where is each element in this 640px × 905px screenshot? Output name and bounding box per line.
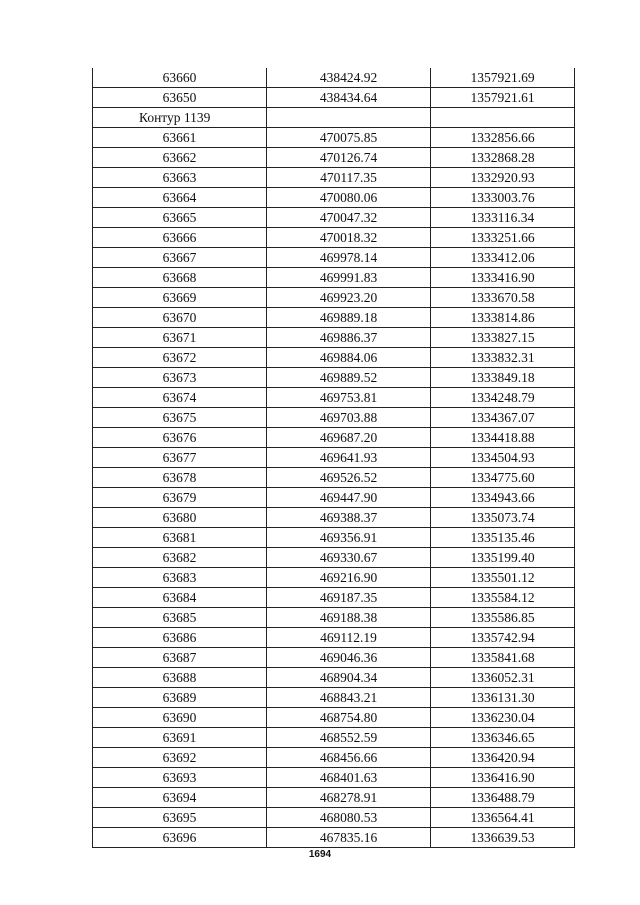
point-number-cell: 63661	[93, 128, 267, 148]
x-coordinate-cell: 469978.14	[267, 248, 431, 268]
y-coordinate-cell: 1333116.34	[431, 208, 575, 228]
x-coordinate-cell: 468456.66	[267, 748, 431, 768]
table-row	[93, 768, 575, 788]
point-number-cell: 63671	[93, 328, 267, 348]
coordinates-table-container	[92, 68, 574, 848]
x-coordinate-cell: 469884.06	[267, 348, 431, 368]
table-row	[93, 308, 575, 328]
y-coordinate-cell: 1334504.93	[431, 448, 575, 468]
point-number-cell: 63673	[93, 368, 267, 388]
table-row	[93, 68, 575, 88]
table-row	[93, 568, 575, 588]
point-number-cell: 63672	[93, 348, 267, 368]
y-coordinate-cell: 1336052.31	[431, 668, 575, 688]
x-coordinate-cell: 468843.21	[267, 688, 431, 708]
x-coordinate-cell: 468401.63	[267, 768, 431, 788]
y-coordinate-cell: 1332920.93	[431, 168, 575, 188]
y-coordinate-cell: 1332868.28	[431, 148, 575, 168]
x-coordinate-cell: 470117.35	[267, 168, 431, 188]
y-coordinate-cell: 1333003.76	[431, 188, 575, 208]
y-coordinate-cell: 1336488.79	[431, 788, 575, 808]
y-coordinate-cell: 1335501.12	[431, 568, 575, 588]
y-coordinate-cell: 1334248.79	[431, 388, 575, 408]
x-coordinate-cell: 470018.32	[267, 228, 431, 248]
table-row	[93, 648, 575, 668]
point-number-cell: 63669	[93, 288, 267, 308]
y-coordinate-cell: 1335584.12	[431, 588, 575, 608]
point-number-cell: 63696	[93, 828, 267, 848]
x-coordinate-cell: 468904.34	[267, 668, 431, 688]
x-coordinate-cell: 469447.90	[267, 488, 431, 508]
table-row	[93, 588, 575, 608]
table-row	[93, 248, 575, 268]
y-coordinate-cell: 1333832.31	[431, 348, 575, 368]
x-coordinate-cell: 469388.37	[267, 508, 431, 528]
table-row	[93, 488, 575, 508]
point-number-cell: 63665	[93, 208, 267, 228]
y-coordinate-cell: 1357921.69	[431, 68, 575, 88]
table-row	[93, 548, 575, 568]
section-row	[93, 108, 575, 128]
coordinates-table	[92, 68, 575, 848]
table-row	[93, 288, 575, 308]
y-coordinate-cell: 1357921.61	[431, 88, 575, 108]
point-number-cell: 63679	[93, 488, 267, 508]
x-coordinate-cell: 469112.19	[267, 628, 431, 648]
y-coordinate-cell: 1335073.74	[431, 508, 575, 528]
table-row	[93, 428, 575, 448]
x-coordinate-cell: 469330.67	[267, 548, 431, 568]
point-number-cell: 63675	[93, 408, 267, 428]
x-coordinate-cell: 468080.53	[267, 808, 431, 828]
point-number-cell: 63676	[93, 428, 267, 448]
y-coordinate-cell: 1333670.58	[431, 288, 575, 308]
y-coordinate-cell: 1335841.68	[431, 648, 575, 668]
y-coordinate-cell: 1335199.40	[431, 548, 575, 568]
y-coordinate-cell: 1332856.66	[431, 128, 575, 148]
y-coordinate-cell: 1333416.90	[431, 268, 575, 288]
point-number-cell: 63677	[93, 448, 267, 468]
y-coordinate-cell: 1333814.86	[431, 308, 575, 328]
contour-label: Контур 1139	[93, 108, 267, 128]
table-row	[93, 468, 575, 488]
y-coordinate-cell: 1335135.46	[431, 528, 575, 548]
table-row	[93, 748, 575, 768]
x-coordinate-cell: 468754.80	[267, 708, 431, 728]
x-coordinate-cell: 469923.20	[267, 288, 431, 308]
x-coordinate-cell: 469889.52	[267, 368, 431, 388]
point-number-cell: 63666	[93, 228, 267, 248]
x-coordinate-cell: 469356.91	[267, 528, 431, 548]
y-coordinate-cell: 1334418.88	[431, 428, 575, 448]
table-row	[93, 328, 575, 348]
table-row	[93, 348, 575, 368]
x-coordinate-cell: 469991.83	[267, 268, 431, 288]
y-coordinate-cell: 1336420.94	[431, 748, 575, 768]
x-coordinate-cell: 469703.88	[267, 408, 431, 428]
table-row	[93, 828, 575, 848]
point-number-cell: 63668	[93, 268, 267, 288]
point-number-cell: 63681	[93, 528, 267, 548]
table-row	[93, 628, 575, 648]
x-coordinate-cell: 438434.64	[267, 88, 431, 108]
table-row	[93, 448, 575, 468]
point-number-cell: 63693	[93, 768, 267, 788]
point-number-cell: 63683	[93, 568, 267, 588]
y-coordinate-cell: 1333412.06	[431, 248, 575, 268]
point-number-cell: 63686	[93, 628, 267, 648]
x-coordinate-cell: 470126.74	[267, 148, 431, 168]
x-coordinate-cell: 469753.81	[267, 388, 431, 408]
point-number-cell: 63694	[93, 788, 267, 808]
y-coordinate-cell: 1336639.53	[431, 828, 575, 848]
y-coordinate-cell: 1334367.07	[431, 408, 575, 428]
y-coordinate-cell: 1336131.30	[431, 688, 575, 708]
point-number-cell: 63690	[93, 708, 267, 728]
table-row	[93, 148, 575, 168]
point-number-cell: 63663	[93, 168, 267, 188]
table-row	[93, 388, 575, 408]
point-number-cell: 63650	[93, 88, 267, 108]
x-coordinate-cell: 469188.38	[267, 608, 431, 628]
x-coordinate-cell: 469886.37	[267, 328, 431, 348]
point-number-cell: 63670	[93, 308, 267, 328]
point-number-cell: 63664	[93, 188, 267, 208]
table-row	[93, 88, 575, 108]
x-coordinate-cell: 469641.93	[267, 448, 431, 468]
point-number-cell: 63684	[93, 588, 267, 608]
y-coordinate-cell: 1335742.94	[431, 628, 575, 648]
x-coordinate-cell: 438424.92	[267, 68, 431, 88]
point-number-cell: 63680	[93, 508, 267, 528]
y-coordinate-cell: 1336230.04	[431, 708, 575, 728]
point-number-cell: 63678	[93, 468, 267, 488]
y-coordinate-cell: 1335586.85	[431, 608, 575, 628]
y-coordinate-cell: 1336346.65	[431, 728, 575, 748]
y-coordinate-cell: 1333251.66	[431, 228, 575, 248]
table-row	[93, 128, 575, 148]
table-body	[93, 68, 575, 848]
table-row	[93, 208, 575, 228]
x-coordinate-cell: 470047.32	[267, 208, 431, 228]
empty-cell	[267, 108, 431, 128]
point-number-cell: 63662	[93, 148, 267, 168]
point-number-cell: 63667	[93, 248, 267, 268]
table-row	[93, 788, 575, 808]
point-number-cell: 63685	[93, 608, 267, 628]
point-number-cell: 63660	[93, 68, 267, 88]
x-coordinate-cell: 469889.18	[267, 308, 431, 328]
table-row	[93, 728, 575, 748]
table-row	[93, 408, 575, 428]
table-row	[93, 168, 575, 188]
y-coordinate-cell: 1336564.41	[431, 808, 575, 828]
point-number-cell: 63689	[93, 688, 267, 708]
table-row	[93, 508, 575, 528]
x-coordinate-cell: 470075.85	[267, 128, 431, 148]
page-number: 1694	[308, 849, 332, 860]
x-coordinate-cell: 467835.16	[267, 828, 431, 848]
table-row	[93, 188, 575, 208]
table-row	[93, 528, 575, 548]
point-number-cell: 63682	[93, 548, 267, 568]
x-coordinate-cell: 469216.90	[267, 568, 431, 588]
point-number-cell: 63687	[93, 648, 267, 668]
table-row	[93, 708, 575, 728]
x-coordinate-cell: 470080.06	[267, 188, 431, 208]
point-number-cell: 63674	[93, 388, 267, 408]
point-number-cell: 63688	[93, 668, 267, 688]
y-coordinate-cell: 1333849.18	[431, 368, 575, 388]
point-number-cell: 63692	[93, 748, 267, 768]
x-coordinate-cell: 469526.52	[267, 468, 431, 488]
table-row	[93, 808, 575, 828]
y-coordinate-cell: 1336416.90	[431, 768, 575, 788]
x-coordinate-cell: 469187.35	[267, 588, 431, 608]
x-coordinate-cell: 468552.59	[267, 728, 431, 748]
x-coordinate-cell: 468278.91	[267, 788, 431, 808]
table-row	[93, 608, 575, 628]
y-coordinate-cell: 1333827.15	[431, 328, 575, 348]
table-row	[93, 268, 575, 288]
x-coordinate-cell: 469046.36	[267, 648, 431, 668]
table-row	[93, 688, 575, 708]
table-row	[93, 368, 575, 388]
table-row	[93, 668, 575, 688]
point-number-cell: 63695	[93, 808, 267, 828]
empty-cell	[431, 108, 575, 128]
point-number-cell: 63691	[93, 728, 267, 748]
table-row	[93, 228, 575, 248]
y-coordinate-cell: 1334943.66	[431, 488, 575, 508]
x-coordinate-cell: 469687.20	[267, 428, 431, 448]
y-coordinate-cell: 1334775.60	[431, 468, 575, 488]
